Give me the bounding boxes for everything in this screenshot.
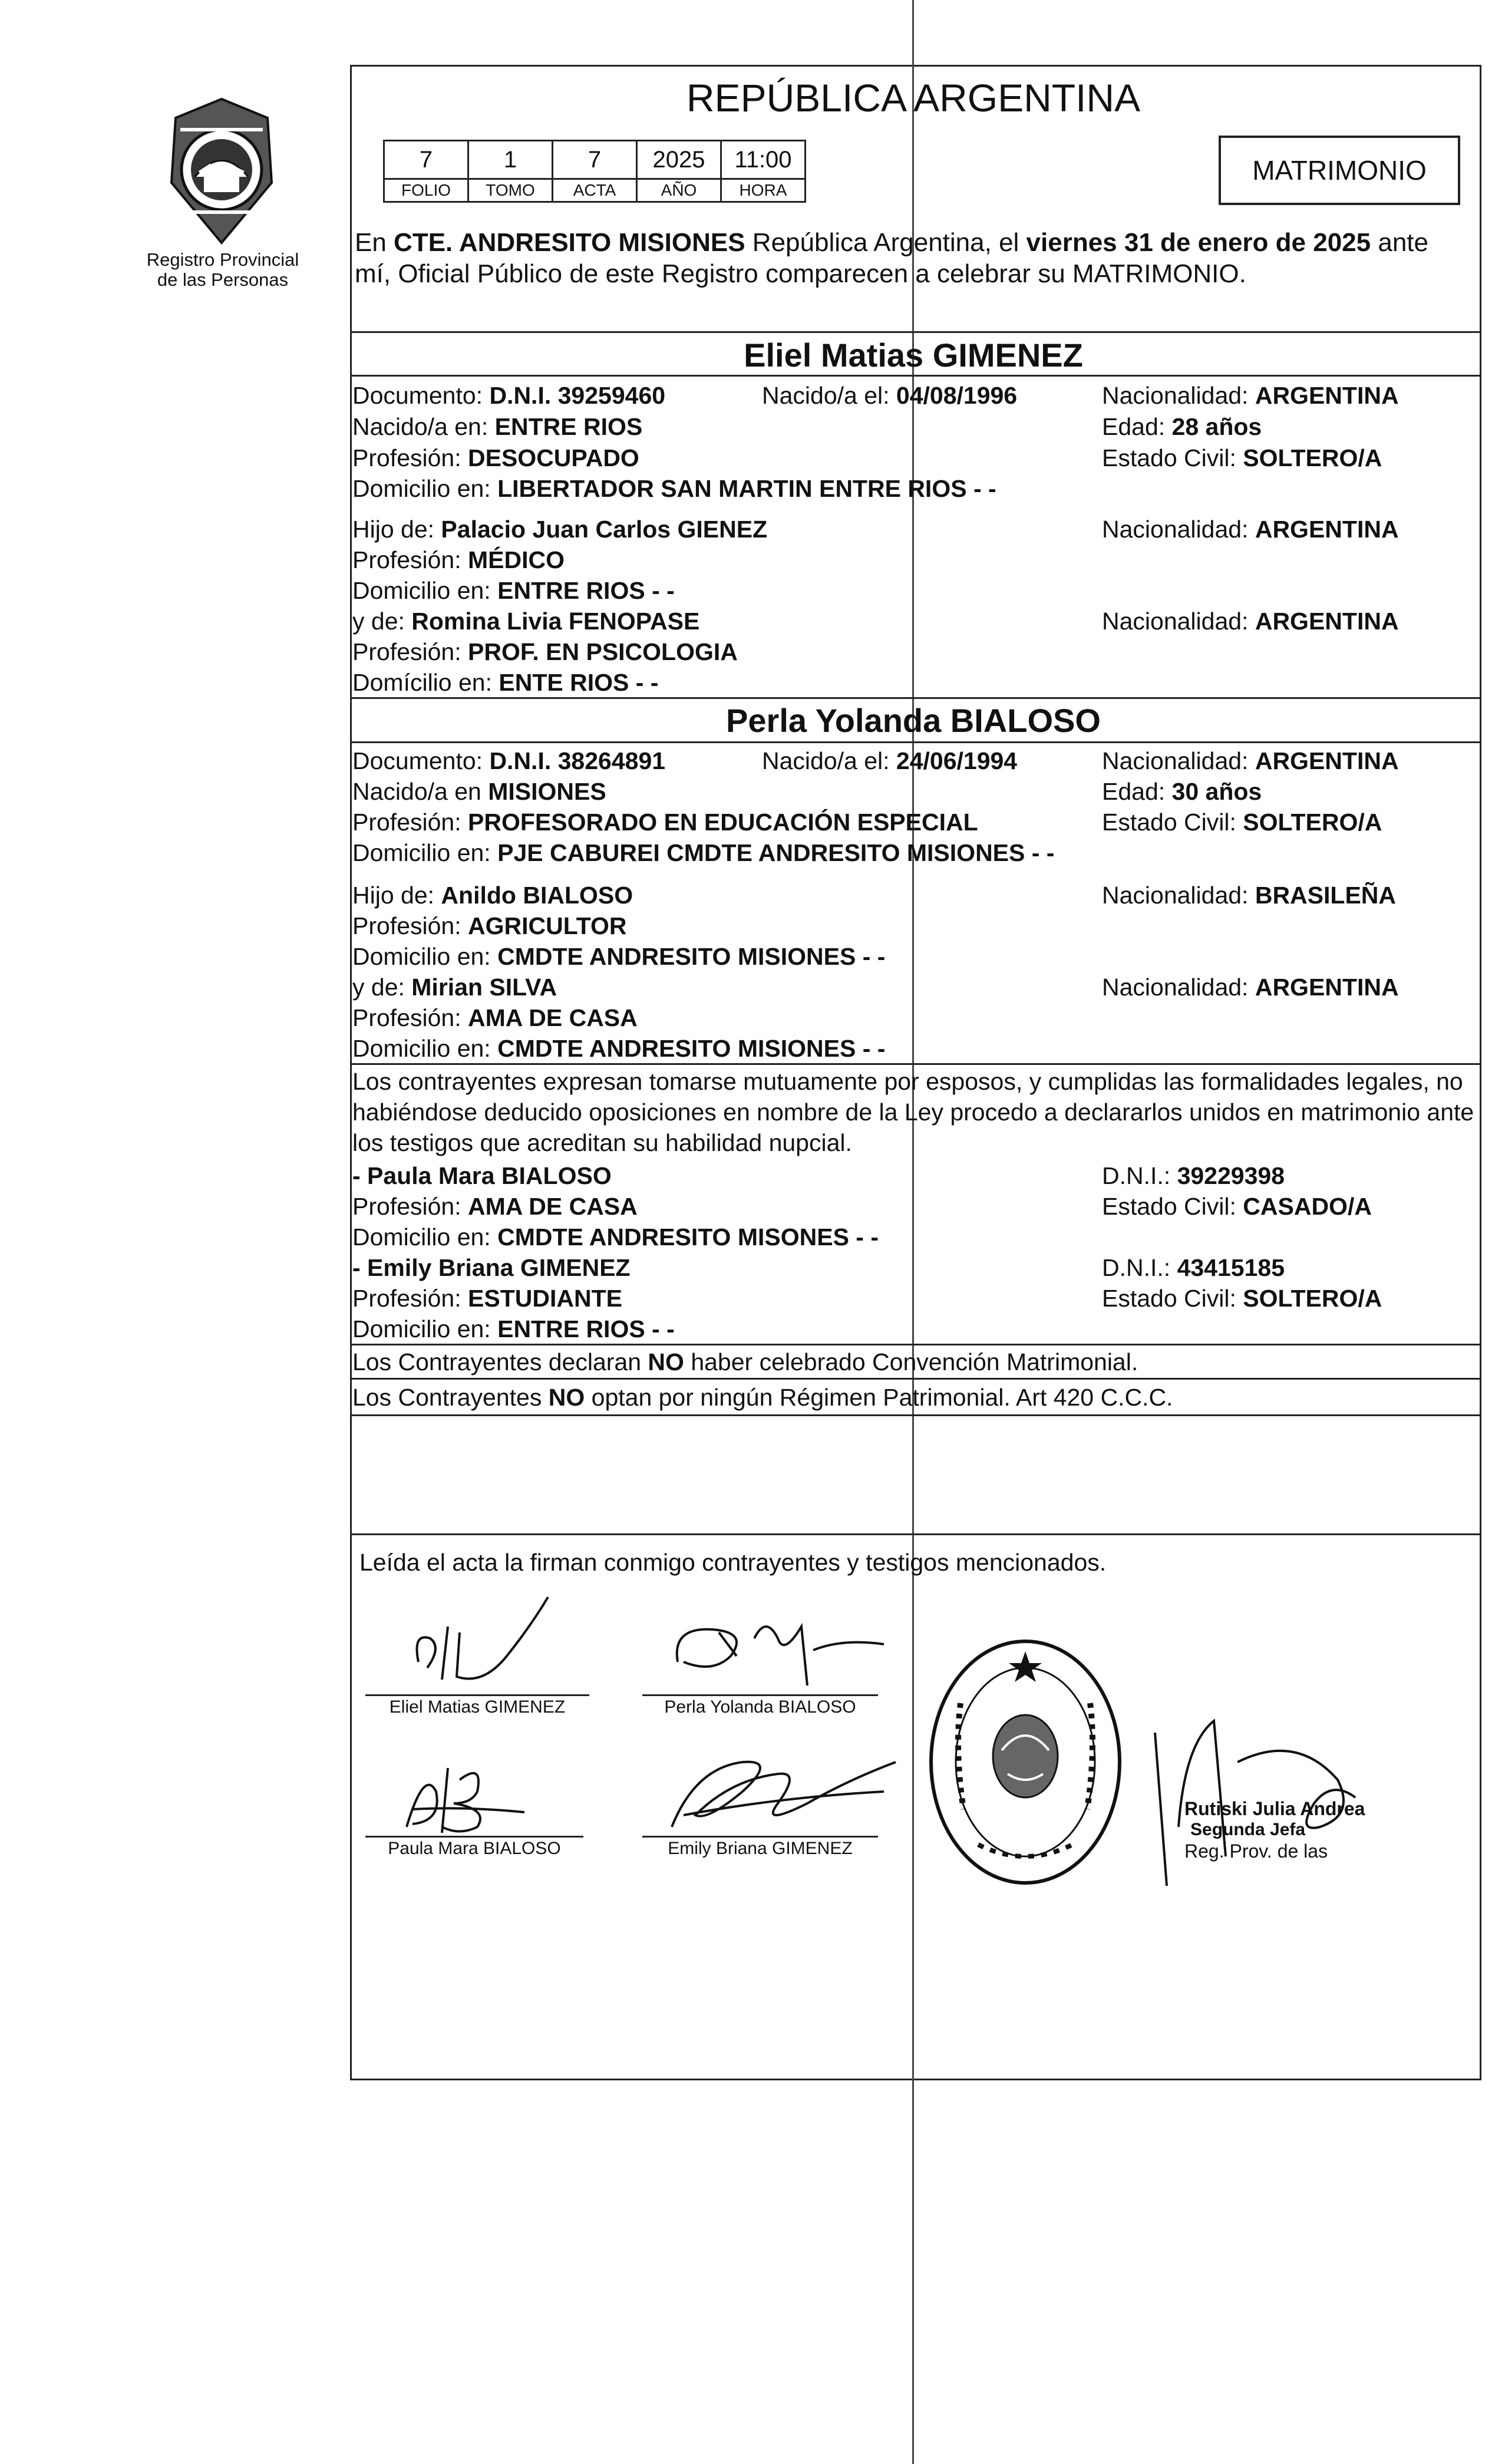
intro-date: viernes 31 de enero de 2025 [1026, 228, 1371, 257]
spouse1-father-address [352, 576, 675, 605]
divider [350, 1378, 1481, 1380]
intro-line-2: mí, Oficial Público de este Registro comparecen a celebrar su MATRIMONIO. [355, 259, 1246, 288]
hora-label: HORA [721, 179, 806, 202]
spouse2-born-in: MISIONES [488, 778, 606, 805]
label: Domicilio en: [352, 1223, 498, 1251]
spouse2-document [352, 746, 665, 776]
value: PROF. EN PSICOLOGIA [468, 638, 738, 665]
label: Profesión: [352, 1004, 468, 1031]
label: Nacionalidad: [1102, 882, 1255, 909]
declaration-line-2: habiéndose deducido oposiciones en nombre de la Ley procedo a declararlos unidos en matrimonio ante [352, 1099, 1474, 1126]
value: MÉDICO [468, 546, 565, 573]
registry-seal [163, 94, 280, 248]
label: Nacido/a en [352, 778, 489, 805]
spouse1-father-profession [352, 545, 565, 575]
label: Profesión: [352, 809, 468, 836]
value: CMDTE ANDRESITO MISIONES - - [497, 1035, 886, 1062]
divider [350, 1344, 1481, 1345]
spouse1-mother-address [352, 668, 658, 697]
signature-paula [389, 1756, 566, 1839]
witness1-civil-status [1102, 1192, 1372, 1221]
tomo-value: 1 [468, 141, 553, 179]
witness2-name: - Emily Briana GIMENEZ [352, 1254, 631, 1281]
label: Documento: [352, 382, 490, 409]
signature-caption-4: Emily Briana GIMENEZ [668, 1839, 853, 1858]
intro-text-2: República Argentina, el [745, 228, 1027, 257]
text: Los Contrayentes [352, 1384, 549, 1411]
label: Nacido/a el: [762, 382, 896, 409]
registry-name-line2: de las Personas [157, 269, 289, 290]
tomo-label: TOMO [468, 179, 553, 202]
spouse2-civil: SOLTERO/A [1243, 809, 1382, 836]
signature-line [365, 1836, 583, 1838]
label: Nacido/a el: [762, 747, 896, 774]
official-office: Reg. Prov. de las [1184, 1840, 1328, 1862]
spouse2-civil-status [1102, 807, 1382, 837]
spouse1-civil: SOLTERO/A [1243, 444, 1382, 471]
label: Profesión: [352, 912, 468, 939]
divider [350, 1414, 1481, 1416]
spouse1-mother-name: Romina Livia FENOPASE [411, 608, 700, 635]
witness2-address [352, 1314, 675, 1344]
spouse1-mother-profession [352, 637, 738, 667]
value: ENTRE RIOS - - [497, 577, 675, 604]
witness2-profession [352, 1284, 622, 1313]
spouse1-nationality [1102, 381, 1399, 410]
official-stamp [919, 1632, 1131, 1892]
spouse1-mother [352, 606, 699, 636]
label: Domícilio en: [352, 669, 499, 696]
signature-line [365, 1694, 589, 1696]
value: ESTUDIANTE [468, 1285, 622, 1312]
act-type: MATRIMONIO [1252, 155, 1427, 186]
witness1-name: - Paula Mara BIALOSO [352, 1162, 612, 1189]
text: optan por ningún Régimen Patrimonial. Art 420 C.C.C. [585, 1384, 1173, 1411]
label: Nacionalidad: [1102, 516, 1255, 543]
label: Domicilio en: [352, 577, 498, 604]
label: Nacionalidad: [1102, 974, 1255, 1001]
label: Profesión: [352, 1285, 468, 1312]
label: Nacionalidad: [1102, 608, 1255, 635]
spouse1-born-in: ENTRE RIOS [494, 413, 643, 440]
witness1-profession [352, 1192, 638, 1221]
value: ARGENTINA [1255, 974, 1399, 1001]
spouse1-born-on: 04/08/1996 [896, 382, 1018, 409]
divider [350, 1533, 1481, 1535]
spouse2-born-on: 24/06/1994 [896, 747, 1018, 774]
value: ENTE RIOS - - [499, 669, 659, 696]
declaration-line-3: los testigos que acreditan su habilidad nupcial. [352, 1129, 852, 1156]
spouse1-profession [352, 443, 639, 473]
official-role: Segunda Jefa [1190, 1820, 1306, 1839]
spouse2-nat: ARGENTINA [1255, 747, 1399, 774]
value: BRASILEÑA [1255, 882, 1397, 909]
intro-line-1 [355, 227, 1428, 259]
spouse1-dni: D.N.I. 39259460 [489, 382, 666, 409]
label: Estado Civil: [1102, 809, 1243, 836]
witness1-address [352, 1222, 879, 1252]
spouse2-age [1102, 777, 1262, 806]
label: Profesión: [352, 444, 468, 471]
spouse1-name: Eliel Matias GIMENEZ [744, 337, 1083, 374]
label: Profesión: [352, 546, 468, 573]
witness1-dni [1102, 1161, 1285, 1190]
spouse2-father-address [352, 942, 885, 971]
intro-text-3: ante [1371, 228, 1428, 257]
spouse1-age [1102, 412, 1262, 441]
spouse1-prof: DESOCUPADO [468, 444, 639, 471]
label: Edad: [1102, 778, 1172, 805]
spouse1-birthplace [352, 412, 642, 441]
spouse2-mother-profession [352, 1003, 638, 1033]
spouse2-father [352, 880, 633, 910]
signature-caption-3: Paula Mara BIALOSO [388, 1839, 561, 1858]
spouse2-prof: PROFESORADO EN EDUCACIÓN ESPECIAL [468, 809, 978, 836]
label: D.N.I.: [1102, 1254, 1177, 1281]
spouse2-address [352, 838, 1054, 867]
page-title: REPÚBLICA ARGENTINA [686, 76, 1141, 120]
spouse1-civil-status [1102, 443, 1382, 473]
folio-value: 7 [384, 141, 468, 179]
declaration-line-1: Los contrayentes expresan tomarse mutuamente por esposos, y cumplidas las formalidades legales, no [352, 1068, 1463, 1095]
spouse1-father [352, 514, 767, 544]
spouse1-birthdate [762, 381, 1017, 410]
divider [350, 375, 1481, 377]
text: haber celebrado Convención Matrimonial. [684, 1348, 1138, 1376]
value: 39229398 [1177, 1162, 1285, 1189]
spouse2-mother-nationality [1102, 972, 1399, 1002]
label: Nacionalidad: [1102, 382, 1255, 409]
label: Edad: [1102, 413, 1172, 440]
spouse1-age-value: 28 años [1171, 413, 1262, 440]
label: Profesión: [352, 638, 468, 665]
witness2-dni [1102, 1253, 1285, 1282]
spouse2-birthplace [352, 777, 606, 806]
spouse2-nationality [1102, 746, 1399, 776]
label: Nacido/a en: [352, 413, 495, 440]
spouse1-father-name: Palacio Juan Carlos GIENEZ [441, 516, 768, 543]
signature-line [642, 1694, 878, 1696]
folio-label: FOLIO [384, 179, 468, 202]
value: ARGENTINA [1255, 516, 1399, 543]
convention-line-2 [352, 1383, 1173, 1412]
registry-name-line1: Registro Provincial [146, 249, 299, 270]
anio-value: 2025 [637, 141, 721, 179]
label: Domicilio en: [352, 943, 498, 970]
spouse2-mother [352, 972, 557, 1002]
value: AMA DE CASA [468, 1004, 638, 1031]
signature-eliel [401, 1591, 589, 1697]
value: CMDTE ANDRESITO MISIONES - - [497, 943, 886, 970]
spouse2-name: Perla Yolanda BIALOSO [726, 702, 1101, 739]
divider [350, 1063, 1481, 1065]
spouse2-birthdate [762, 746, 1017, 776]
label: Domicilio en: [352, 1315, 498, 1342]
spouse2-dni: D.N.I. 38264891 [489, 747, 666, 774]
value: AMA DE CASA [468, 1193, 638, 1220]
emphasis: NO [648, 1348, 684, 1376]
convention-line-1 [352, 1347, 1138, 1377]
label: Hijo de: [352, 516, 441, 543]
acta-value: 7 [553, 141, 637, 179]
label: Estado Civil: [1102, 444, 1243, 471]
spouse2-father-nationality [1102, 880, 1396, 910]
label: Documento: [352, 747, 490, 774]
spouse1-father-nationality [1102, 514, 1399, 544]
signature-perla [666, 1603, 902, 1691]
closing-text: Leída el acta la firman conmigo contrayentes y testigos mencionados. [359, 1549, 1107, 1576]
label: Nacionalidad: [1102, 747, 1255, 774]
signature-caption-2: Perla Yolanda BIALOSO [664, 1697, 856, 1717]
label: Domicilio en: [352, 839, 498, 866]
spouse2-age-value: 30 años [1171, 778, 1262, 805]
value: ARGENTINA [1255, 608, 1399, 635]
value: CMDTE ANDRESITO MISONES - - [497, 1223, 879, 1251]
spouse1-nat: ARGENTINA [1255, 382, 1399, 409]
divider [350, 331, 1481, 333]
label: Hijo de: [352, 882, 441, 909]
emphasis: NO [548, 1384, 585, 1411]
signature-line [642, 1836, 878, 1838]
spouse1-dom: LIBERTADOR SAN MARTIN ENTRE RIOS - - [497, 475, 996, 502]
spouse2-dom: PJE CABUREI CMDTE ANDRESITO MISIONES - - [497, 839, 1055, 866]
intro-place: CTE. ANDRESITO MISIONES [394, 228, 745, 257]
spouse2-mother-name: Mirian SILVA [411, 974, 557, 1001]
text: Los Contrayentes declaran [352, 1348, 648, 1376]
label: Profesión: [352, 1193, 468, 1220]
spouse1-mother-nationality [1102, 606, 1399, 636]
act-type-box [1219, 136, 1460, 205]
intro-text-1: En [355, 228, 394, 257]
value: CASADO/A [1243, 1193, 1372, 1220]
spouse2-mother-address [352, 1034, 885, 1063]
value: ENTRE RIOS - - [497, 1315, 675, 1342]
divider [350, 697, 1481, 699]
label: D.N.I.: [1102, 1162, 1177, 1189]
spouse2-father-name: Anildo BIALOSO [441, 882, 633, 909]
divider [350, 741, 1481, 743]
witness2-civil-status [1102, 1284, 1382, 1313]
spouse1-document [352, 381, 665, 410]
signature-emily [660, 1744, 907, 1839]
reference-table [383, 140, 806, 203]
spouse1-address [352, 474, 996, 503]
label: Domicilio en: [352, 1035, 498, 1062]
value: AGRICULTOR [468, 912, 627, 939]
acta-label: ACTA [553, 179, 637, 202]
spouse2-profession [352, 807, 978, 837]
label: Estado Civil: [1102, 1193, 1243, 1220]
official-name: Rutiski Julia Andrea [1184, 1798, 1365, 1819]
anio-label: AÑO [637, 179, 721, 202]
signature-caption-1: Eliel Matias GIMENEZ [389, 1697, 566, 1717]
value: 43415185 [1177, 1254, 1285, 1281]
label: y de: [352, 974, 412, 1001]
label: Domicilio en: [352, 475, 498, 502]
hora-value: 11:00 [721, 141, 806, 179]
label: Estado Civil: [1102, 1285, 1243, 1312]
value: SOLTERO/A [1243, 1285, 1382, 1312]
spouse2-father-profession [352, 911, 627, 941]
label: y de: [352, 608, 412, 635]
